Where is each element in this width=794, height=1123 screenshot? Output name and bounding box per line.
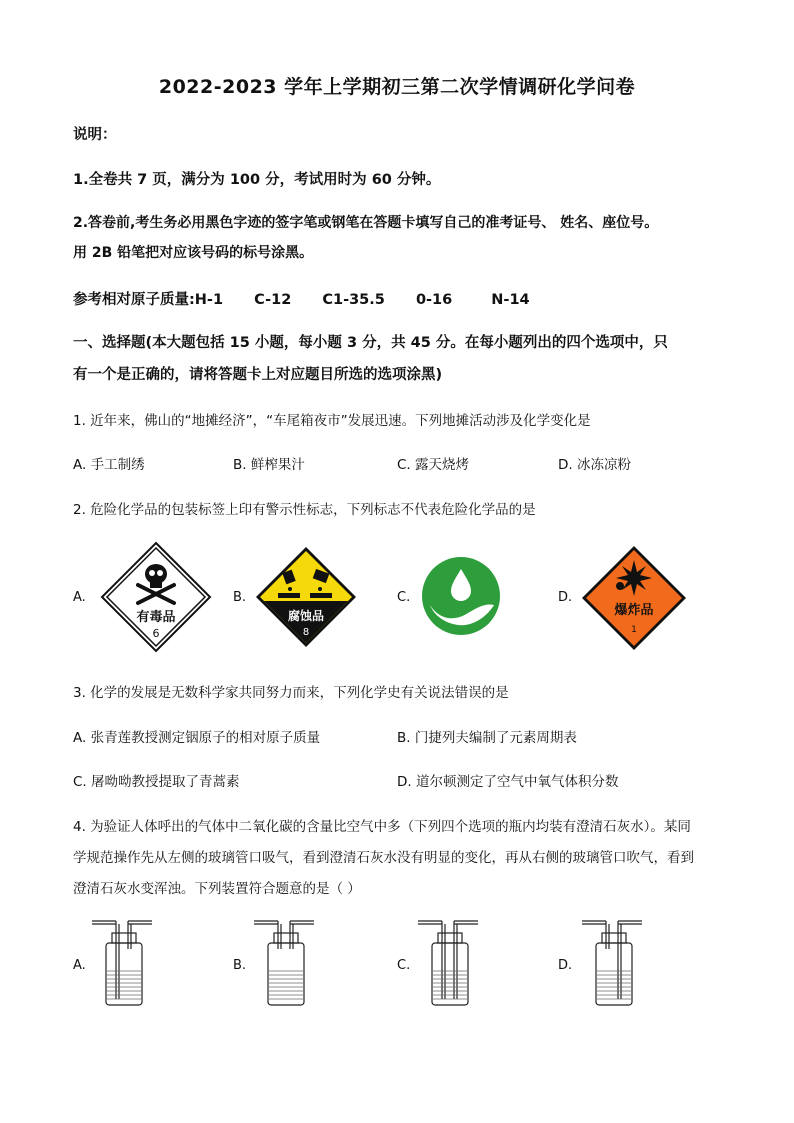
question-3-option-b[interactable]: B. 门捷列夫编制了元素周期表 — [397, 730, 577, 746]
question-2-option-c-letter[interactable]: C. — [397, 590, 411, 605]
page-title: 2022-2023 学年上学期初三第二次学情调研化学问卷 — [158, 76, 636, 98]
question-2-option-d-letter[interactable]: D. — [558, 590, 573, 605]
question-4-option-c-letter[interactable]: C. — [397, 958, 411, 973]
notes-item-2-line-1: 2.答卷前,考生务必用黑色字迹的签字笔或钢笔在答题卡填写自己的准考证号、 姓名、座位号。 — [73, 215, 659, 231]
question-1-option-d[interactable]: D. 冰冻凉粉 — [558, 457, 631, 473]
corrosive-sign-number: 8 — [302, 627, 310, 638]
question-3-option-a[interactable]: A. 张青莲教授测定铟原子的相对原子质量 — [73, 730, 321, 746]
question-3-stem: 3. 化学的发展是无数科学家共同努力而来，下列化学史有关说法错误的是 — [73, 685, 509, 701]
corrosive-sign-text: 腐蚀品 — [287, 609, 325, 623]
question-1-option-a[interactable]: A. 手工制绣 — [73, 457, 145, 473]
gas-bottle-c-icon[interactable] — [416, 915, 480, 1009]
question-4-option-a-letter[interactable]: A. — [73, 958, 86, 973]
toxic-sign-text: 有毒品 — [136, 610, 176, 625]
atomic-mass-c: C-12 — [254, 292, 292, 308]
question-2-option-b-letter[interactable]: B. — [233, 590, 247, 605]
toxic-sign-number: 6 — [152, 627, 160, 640]
question-3-option-d[interactable]: D. 道尔顿测定了空气中氧气体积分数 — [397, 774, 619, 790]
question-4-stem-line-1: 4. 为验证人体呼出的气体中二氧化碳的含量比空气中多（下列四个选项的瓶内均装有澄清石灰水）。某同 — [73, 819, 691, 835]
explosive-sign-number: 1 — [631, 625, 637, 635]
question-1-option-c[interactable]: C. 露天烧烤 — [397, 457, 470, 473]
notes-heading: 说明： — [73, 127, 117, 143]
gas-bottle-a-icon[interactable] — [90, 915, 154, 1009]
atomic-mass-n: N-14 — [491, 292, 530, 308]
toxic-sign-icon[interactable] — [100, 541, 212, 653]
notes-item-2-line-2: 用 2B 铅笔把对应该号码的标号涂黑。 — [73, 245, 314, 261]
gas-bottle-d-icon[interactable] — [580, 915, 644, 1009]
green-water-sign-icon[interactable] — [420, 555, 502, 637]
question-2-stem: 2. 危险化学品的包装标签上印有警示性标志，下列标志不代表危险化学品的是 — [73, 502, 536, 518]
explosive-sign-text: 爆炸品 — [614, 603, 654, 618]
section-1-heading-line-1: 一、选择题(本大题包括 15 小题，每小题 3 分，共 45 分。在每小题列出的四个选项中，只 — [73, 335, 668, 351]
question-4-stem-line-2: 学规范操作先从左侧的玻璃管口吸气，看到澄清石灰水没有明显的变化，再从右侧的玻璃管口吹气，看到 — [73, 850, 694, 866]
explosive-sign-icon[interactable] — [580, 544, 688, 652]
question-4-option-b-letter[interactable]: B. — [233, 958, 247, 973]
atomic-mass-o: 0-16 — [415, 292, 453, 308]
question-2-option-a-letter[interactable]: A. — [73, 590, 86, 605]
section-1-heading-line-2: 有一个是正确的，请将答题卡上对应题目所选的选项涂黑) — [73, 367, 443, 383]
question-1-stem: 1. 近年来，佛山的“地摊经济”，“车尾箱夜市”发展迅速。下列地摊活动涉及化学变化是 — [73, 413, 591, 429]
question-3-option-c[interactable]: C. 屠呦呦教授提取了青蒿素 — [73, 774, 240, 790]
question-4-option-d-letter[interactable]: D. — [558, 958, 573, 973]
atomic-masses — [73, 288, 530, 309]
corrosive-sign-icon[interactable] — [254, 545, 358, 649]
atomic-masses-label: 参考相对原子质量:H-1 — [73, 292, 224, 308]
gas-bottle-b-icon[interactable] — [252, 915, 316, 1009]
notes-item-1: 1.全卷共 7 页，满分为 100 分，考试用时为 60 分钟。 — [73, 172, 441, 188]
question-1-option-b[interactable]: B. 鲜榨果汁 — [233, 457, 305, 473]
question-4-stem-line-3: 澄清石灰水变浑浊。下列装置符合题意的是（ ） — [73, 881, 361, 897]
atomic-mass-cl: C1-35.5 — [322, 292, 385, 308]
